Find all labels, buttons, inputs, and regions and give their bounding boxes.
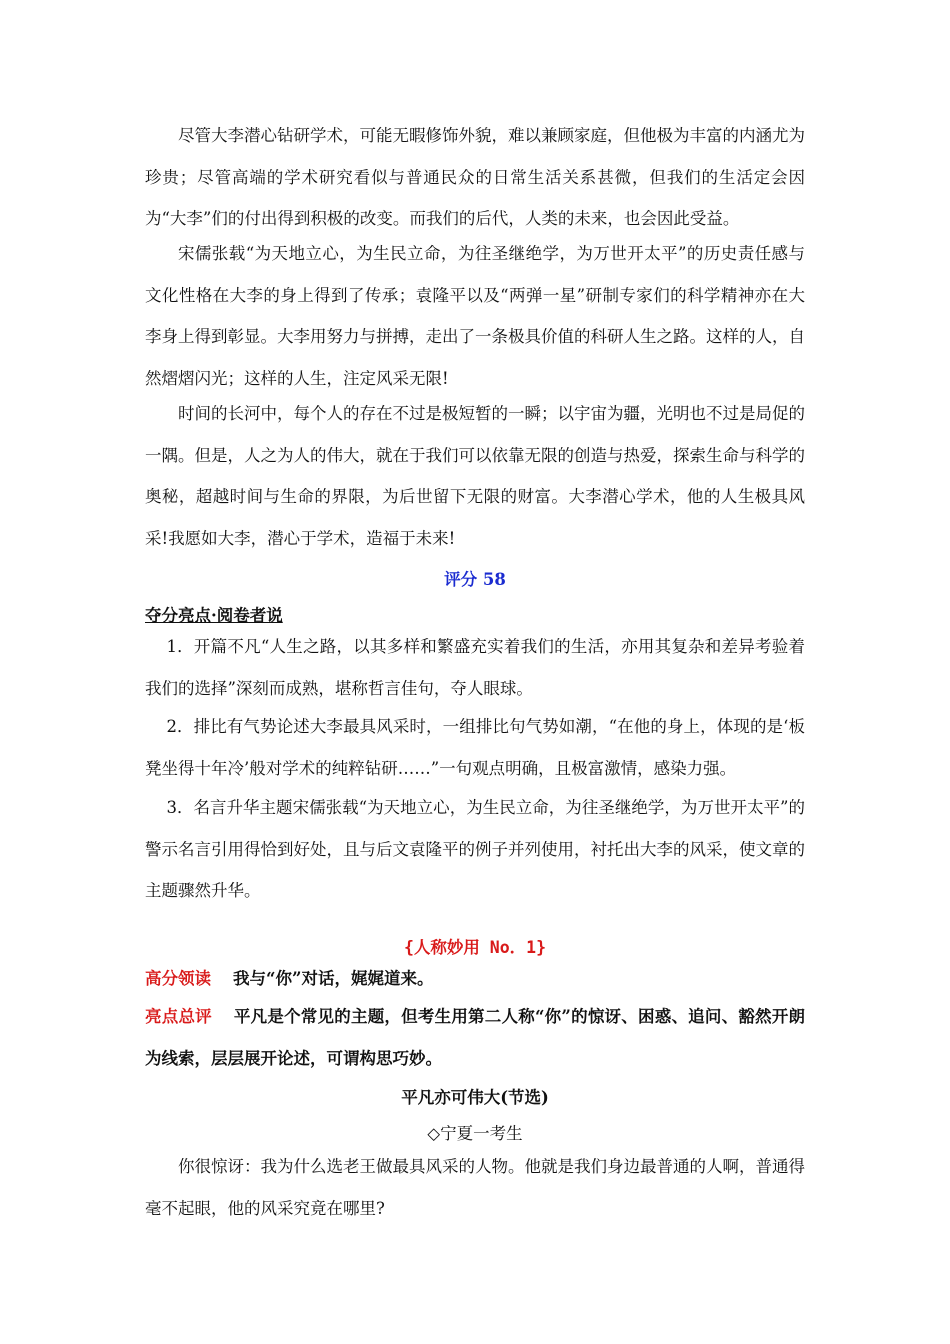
highlight-point-2: 2．排比有气势论述大李最具风采时，一组排比句气势如潮，“在他的身上，体现的是‘板凳坐得十年冷’般对学术的纯粹钻研……”一句观点明确，且极富激情，感染力强。: [145, 717, 805, 778]
essay-title: 平凡亦可伟大(节选): [401, 1088, 549, 1107]
highlight-point-3: 3．名言升华主题宋儒张载“为天地立心，为生民立命，为往圣继绝学，为万世开太平”的警示名言引用得恰到好处，且与后文袁隆平的例子并列使用，衬托出大李的风采，使文章的主题骤然升华。: [145, 798, 805, 900]
lead-text: 我与“你”对话，娓娓道来。: [233, 969, 434, 988]
review-row: [145, 996, 805, 1079]
highlight-point-1: 1．开篇不凡“人生之路，以其多样和繁盛充实着我们的生活，亦用其复杂和差异考验着我们的选择”深刻而成熟，堪称哲言佳句，夺人眼球。: [145, 637, 805, 698]
lead-row: [145, 958, 805, 1000]
lead-label: 高分领读: [145, 969, 211, 988]
score-label: 评分 58: [444, 570, 506, 589]
review-label: 亮点总评: [145, 1007, 212, 1026]
paragraph-1: 尽管大李潜心钻研学术，可能无暇修饰外貌，难以兼顾家庭，但他极为丰富的内涵尤为珍贵；尽管高端的学术研究看似与普通民众的日常生活关系甚微，但我们的生活定会因为“大李”们的付出得到积极的改变。而我们的后代，人类的未来，也会因此受益。: [145, 126, 805, 228]
essay-paragraph-1: 你很惊讶：我为什么选老王做最具风采的人物。他就是我们身边最普通的人啊，普通得毫不起眼，他的风采究竟在哪里?: [145, 1157, 805, 1218]
highlights-heading: 夺分亮点·阅卷者说: [145, 606, 283, 625]
paragraph-3: 时间的长河中，每个人的存在不过是极短暂的一瞬；以宇宙为疆，光明也不过是局促的一隅。但是，人之为人的伟大，就在于我们可以依靠无限的创造与热爱，探索生命与科学的奥秘，超越时间与生命的界限，为后世留下无限的财富。大李潜心学术，他的人生极具风采!我愿如大李，潜心于学术，造福于未来!: [145, 404, 805, 548]
essay-author: ◇宁夏一考生: [427, 1124, 523, 1143]
paragraph-2: 宋儒张载“为天地立心，为生民立命，为往圣继绝学，为万世开太平”的历史责任感与文化性格在大李的身上得到了传承；袁隆平以及“两弹一星”研制专家们的科学精神亦在大李身上得到彰显。大李用努力与拼搏，走出了一条极具价值的科研人生之路。这样的人，自然熠熠闪光；这样的人生，注定风采无限!: [145, 244, 805, 388]
section-title: {人称妙用 No．1}: [403, 938, 547, 957]
review-text: 平凡是个常见的主题，但考生用第二人称“你”的惊讶、困惑、追问、豁然开朗为线索，层层展开论述，可谓构思巧妙。: [145, 1007, 806, 1068]
